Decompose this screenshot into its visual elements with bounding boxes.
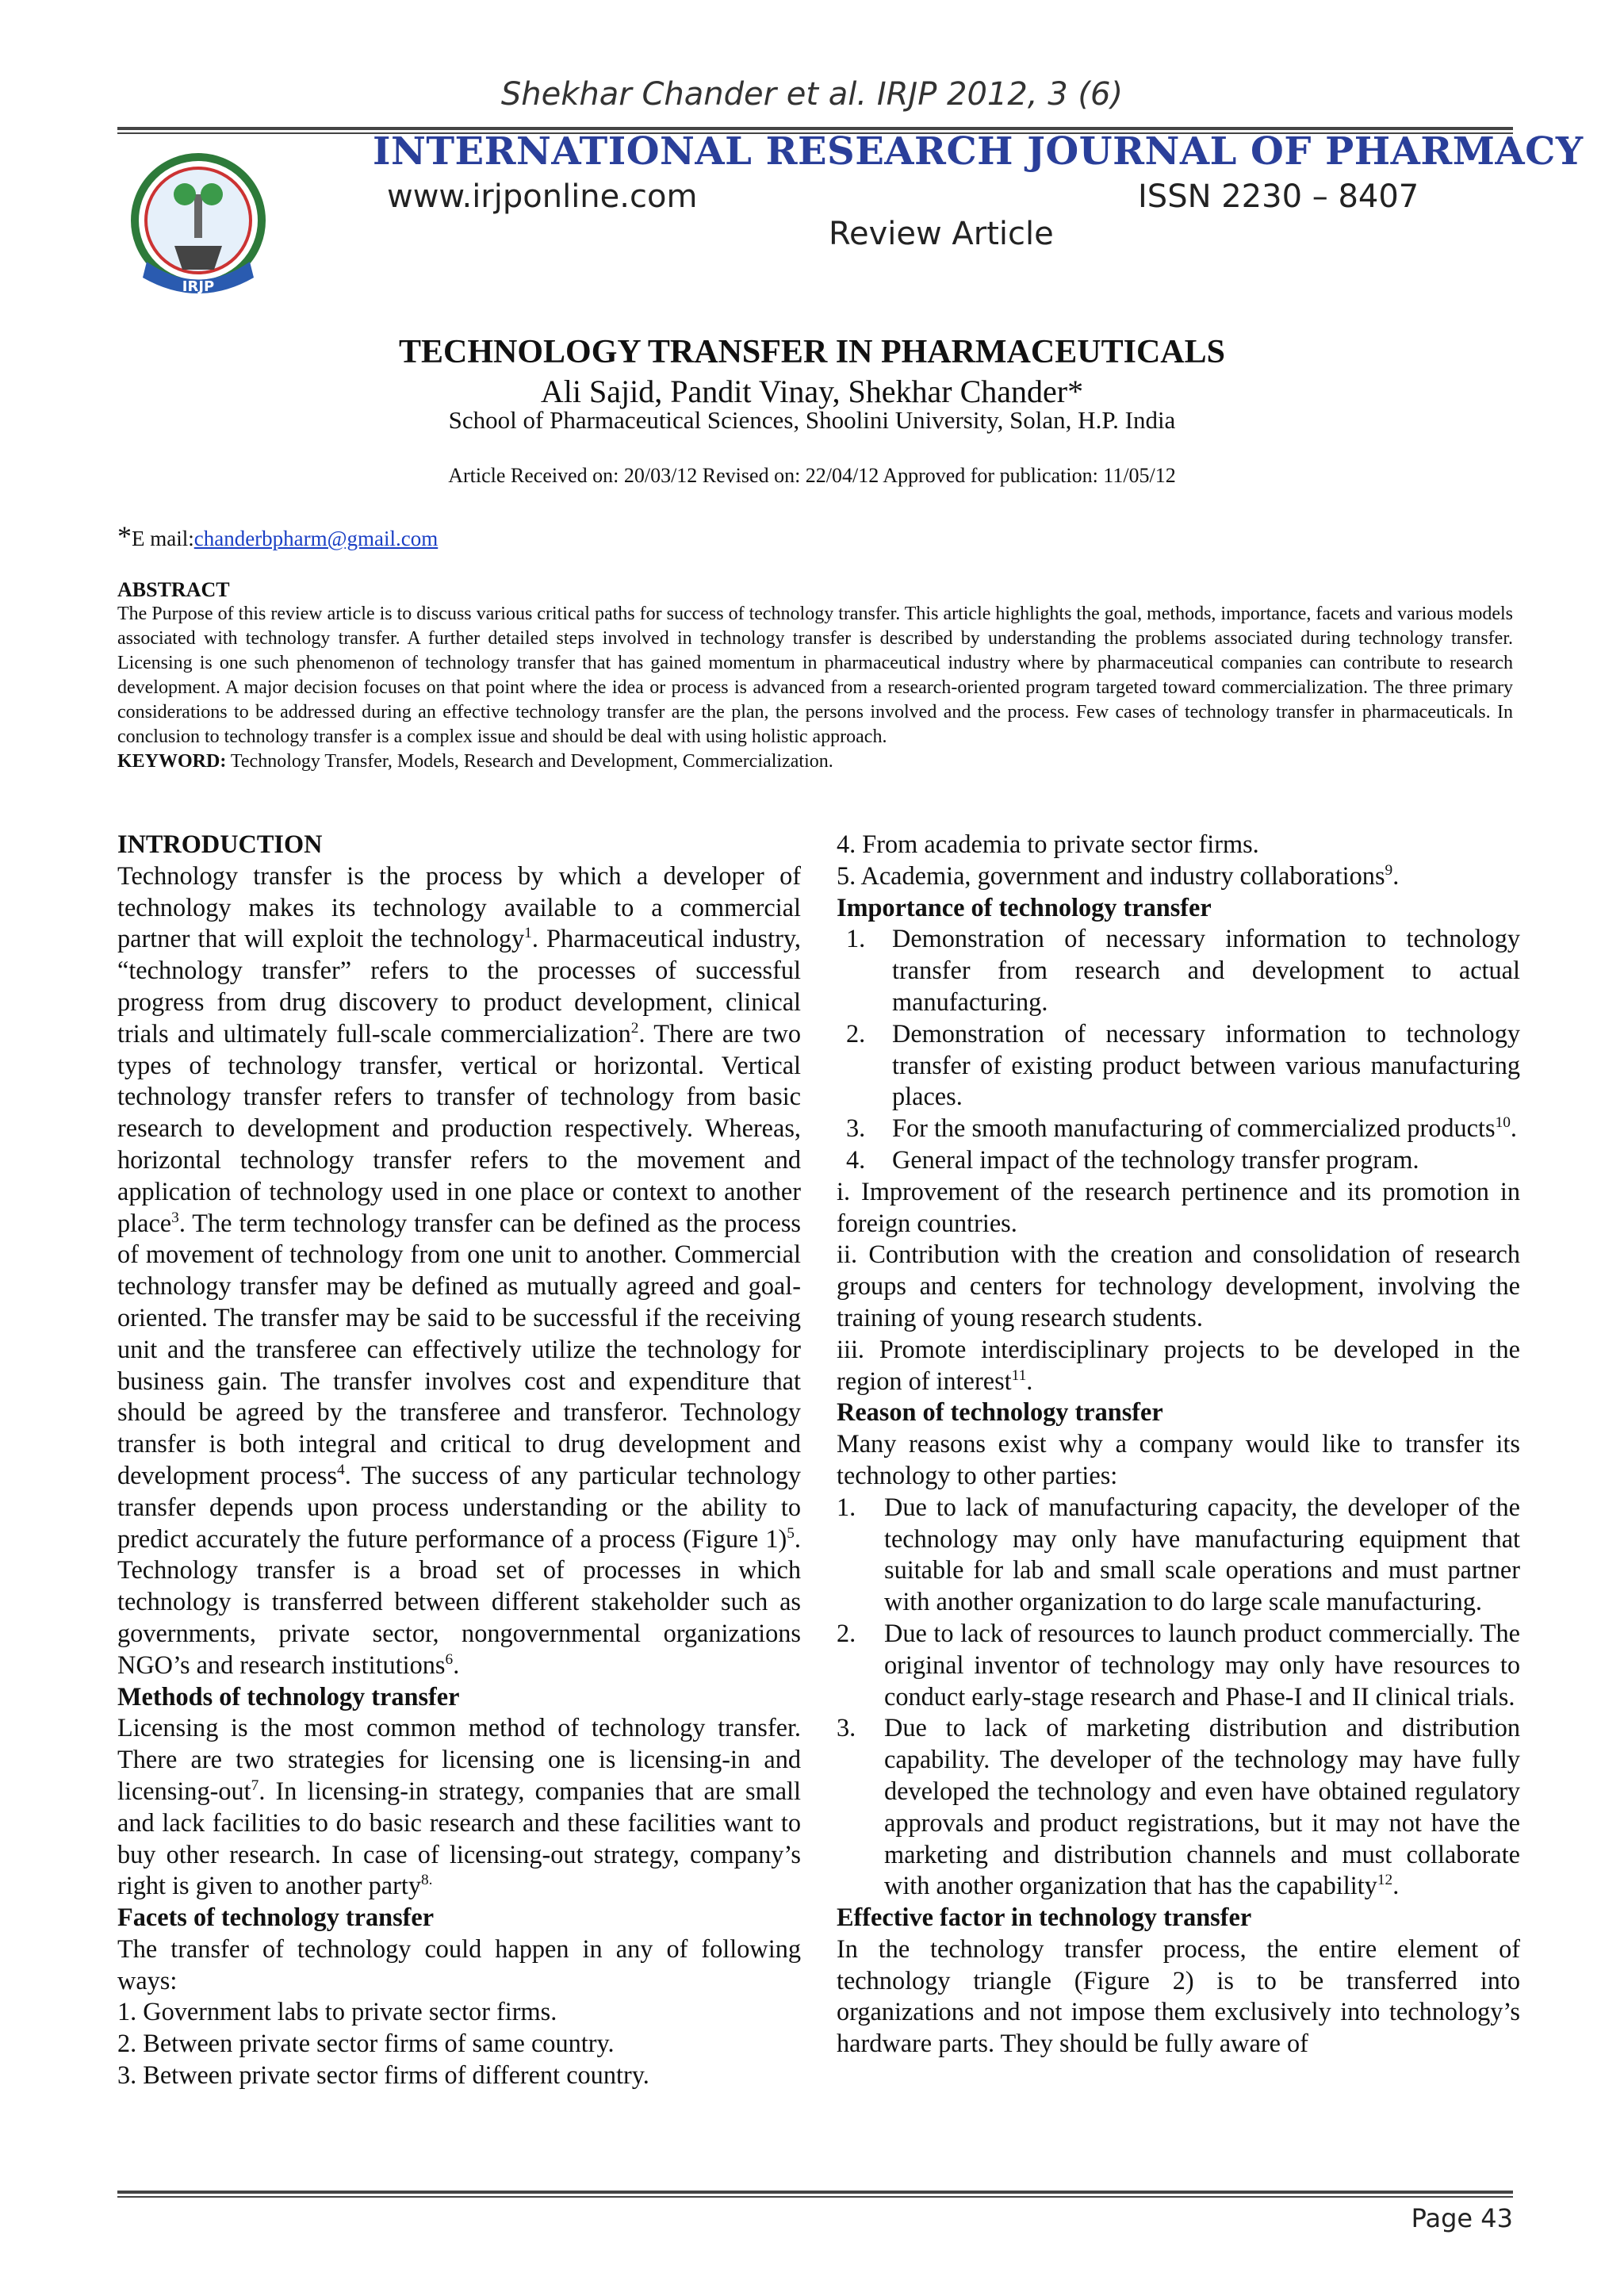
article-type: Review Article (829, 216, 1054, 252)
journal-logo (115, 151, 282, 301)
left-column (117, 829, 801, 2091)
right-column (837, 829, 1520, 2060)
reason-item: 1. Due to lack of manufacturing capacity, the developer of the technology may only have manufacturing equipment that suitable for lab and small scale operations and must partner with another organization to do large scale manufacturing. (837, 1492, 1520, 1616)
article-authors: Ali Sajid, Pandit Vinay, Shekhar Chander* (540, 374, 1084, 409)
keywords-label: KEYWORD: (117, 751, 227, 772)
impact-item: i. Improvement of the research pertinence and its promotion in foreign countries. (837, 1176, 1520, 1237)
keywords-line (117, 749, 1513, 774)
page-number: Page 43 (1411, 2203, 1513, 2233)
article-affiliation: School of Pharmaceutical Sciences, Shoolini University, Solan, H.P. India (448, 406, 1176, 434)
facets-heading: Facets of technology transfer (117, 1903, 435, 1932)
abstract-section (117, 577, 1513, 774)
author-email-line: *E mail:chanderbpharm@gmail.com (117, 520, 439, 552)
running-header: Shekhar Chander et al. IRJP 2012, 3 (6) (500, 76, 1124, 113)
logo-text: IRJP (182, 278, 215, 295)
introduction-heading: INTRODUCTION (117, 830, 323, 858)
email-link[interactable]: chanderbpharm@gmail.com (193, 527, 439, 550)
facets-item: 4. From academia to private sector firms. (837, 830, 1259, 858)
keywords-text: Technology Transfer, Models, Research and Development, Commercialization. (226, 751, 833, 772)
impact-item: iii. Promote interdisciplinary projects to be developed in the region of interest$^{11}$. (837, 1334, 1520, 1395)
facets-item: 3. Between private sector firms of different country. (117, 2060, 649, 2090)
importance-item: 3. For the smooth manufacturing of commercialized products$^{10}$. (846, 1114, 1517, 1143)
reason-heading: Reason of technology transfer (837, 1397, 1163, 1427)
article-dates: Article Received on: 20/03/12 Revised on: 22/04/12 Approved for publication: 11/05/12 (448, 464, 1176, 487)
journal-title: INTERNATIONAL RESEARCH JOURNAL OF PHARMACY (373, 129, 1584, 174)
abstract-heading: ABSTRACT (117, 578, 230, 601)
facets-item: 5. Academia, government and industry collaborations$^9$. (837, 861, 1400, 890)
importance-heading: Importance of technology transfer (837, 892, 1212, 922)
article-title: TECHNOLOGY TRANSFER IN PHARMACEUTICALS (399, 334, 1225, 370)
journal-website: www.irjponline.com (387, 178, 698, 215)
logo-emblem-icon (115, 151, 282, 301)
importance-item: 4. General impact of the technology transfer program. (846, 1144, 1419, 1174)
facets-item: 1. Government labs to private sector firms. (117, 1997, 557, 2026)
footer-rule (117, 2191, 1513, 2198)
effective-text: In the technology transfer process, the entire element of technology triangle (Figure 2) is to be transferred into organizations and not impose them exclusively into technology’s hardware parts. They should be fully aware of (837, 1934, 1520, 2058)
reason-item: 3. Due to lack of marketing distribution and distribution capability. The developer of the technology may have fully developed the technology and even have obtained regulatory approvals and product registrations, but it may not have the marketing and distribution channels and must collaborate with another organization that has the capability$^{12}$. (837, 1713, 1520, 1900)
facets-item: 2. Between private sector firms of same country. (117, 2029, 615, 2058)
effective-heading: Effective factor in technology transfer (837, 1903, 1252, 1932)
email-label: E mail: (132, 527, 194, 550)
abstract-text: The Purpose of this review article is to discuss various critical paths for success of technology transfer. This article highlights the goal, methods, importance, facets and various models associated with technology transfer. A further detailed steps involved in technology transfer is described by understanding the problems associated during technology transfer. Licensing is one such phenomenon of technology transfer that has gained momentum in pharmaceutical industry where by pharmaceutical companies can contribute to research development. A major decision focuses on that point where the idea or process is advanced from a research-oriented program targeted toward commercialization. The three primary considerations to be addressed during an effective technology transfer are the plan, the persons involved and the process. Few cases of technology transfer in pharmaceuticals. In conclusion to technology transfer is a complex issue and should be deal with using holistic approach. (117, 604, 1513, 747)
importance-item: 2. Demonstration of necessary information to technology transfer of existing product between various manufacturing places. (846, 1018, 1520, 1111)
introduction-text: Technology transfer is the process by which a developer of technology makes its technology available to a commercial partner that will exploit the technology$^1$. Pharmaceutical industry, “technology transfer” refers to the processes of successful progress from drug discovery to product development, clinical trials and ultimately full-scale commercialization$^2$. There are two types of technology transfer, vertical or horizontal. Vertical technology transfer refers to transfer of technology from basic research to development and production respectively. Whereas, horizontal technology transfer refers to the movement and application of technology used in one place or context to another place$^3$. The term technology transfer can be defined as the process of movement of technology from one unit to another. Commercial technology transfer may be defined as mutually agreed and goal-oriented. The transfer may be said to be successful if the receiving unit and the transferee can effectively utilize the technology for business gain. The transfer involves cost and expenditure that should be agreed by the transferee and transferor. Technology transfer is both integral and critical to drug development and development process$^4$. The success of any particular technology transfer depends upon process understanding or the ability to predict accurately the future performance of a process (Figure 1)$^5$. Technology transfer is a broad set of processes in which technology is transferred between different stakeholder such as governments, private sector, nongovernmental organizations NGO’s and research institutions$^6$. (117, 861, 802, 1679)
methods-heading: Methods of technology transfer (117, 1681, 460, 1711)
impact-item: ii. Contribution with the creation and consolidation of research groups and centers for technology development, involving the training of young research students. (837, 1240, 1520, 1332)
methods-text: Licensing is the most common method of technology transfer. There are two strategies for licensing one is licensing-in and licensing-out$^7$. In licensing-in strategy, companies that are small and lack facilities to do basic research and these facilities want to buy other research. In case of licensing-out strategy, company’s right is given to another party$^{8.}$ (117, 1713, 801, 1900)
journal-issn: ISSN 2230 – 8407 (1138, 178, 1419, 215)
importance-item: 1. Demonstration of necessary information to technology transfer from research and development to actual manufacturing. (846, 924, 1520, 1016)
reason-item: 2. Due to lack of resources to launch product commercially. The original inventor of technology may only have resources to conduct early-stage research and Phase-I and II clinical trials. (837, 1618, 1520, 1711)
reason-intro: Many reasons exist why a company would like to transfer its technology to other parties: (837, 1429, 1520, 1489)
facets-text: The transfer of technology could happen in any of following ways: (117, 1934, 801, 1995)
